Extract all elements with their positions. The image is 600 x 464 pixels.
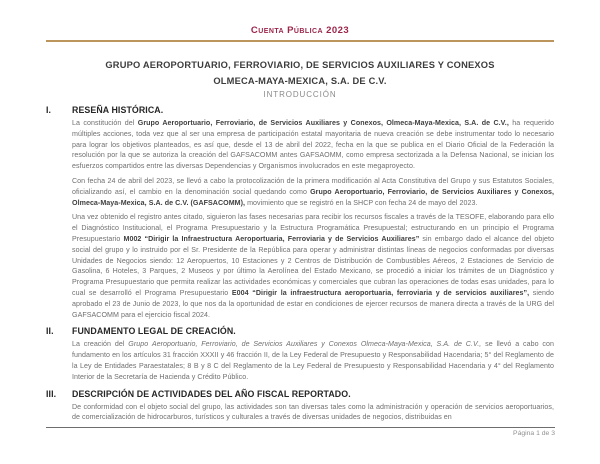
section-title: RESEÑA HISTÓRICA.: [72, 105, 164, 115]
section: [46, 326, 554, 382]
text-run: siendo aprobado el 23 de Junio de 2023, lo que nos da la oportunidad de estar en condiciones de ejercer recursos de manera directa a través de la URG del GAFSACOMM para el ejercicio fiscal 2024.: [72, 288, 554, 319]
section-number: I.: [46, 105, 52, 115]
section-number: II.: [46, 326, 54, 337]
text-run: se llevó a cabo con fundamento en los artículos 31 fracción XXXII y 46 fracción II, de la Ley Federal de Presupuesto y Responsabilidad Hacendaria; 5° del Reglamento de la Ley de Entidades Paraestatales; 8 B y 8 C del Reglamento de la Ley Federal de Presupuesto y Responsabilidad Hacendaria y 4° del Reglamento Interior de la Secretaría de Hacienda y Crédito Público.: [72, 340, 554, 381]
section: [46, 105, 554, 320]
paragraph: [72, 339, 554, 382]
text-run: Grupo Aeroportuario, Ferroviario, de Servicios Auxiliares y Conexos, Olmeca-Maya-Mexica, S.A. de C.V.,: [137, 119, 509, 127]
text-run: movimiento que se registró en la SHCP con fecha 24 de mayo del 2023.: [245, 198, 478, 207]
paragraph: [72, 212, 554, 320]
section-number: III.: [46, 388, 57, 399]
page-number: Página 1 de 3: [513, 430, 555, 437]
paragraph: [72, 402, 554, 424]
section-title: FUNDAMENTO LEGAL DE CREACIÓN.: [72, 326, 236, 337]
text-run: La constitución del: [72, 119, 138, 127]
document-title-line2: OLMECA-MAYA-MEXICA, S.A. DE C.V.: [213, 76, 387, 86]
text-run: Grupo Aeroportuario, Ferroviario, de Servicios Auxiliares y Conexos, Olmeca-Maya-Mexica, S.A. de C.V. (GAFSACOMM),: [72, 187, 554, 207]
sections-container: [46, 105, 554, 423]
section: [46, 389, 554, 424]
text-run: M002 “Dirigir la Infraestructura Aeroportuaria, Ferroviaria y de Servicios Auxiliares”: [123, 234, 420, 243]
header-gold-rule: [46, 40, 554, 42]
section-heading: [46, 105, 554, 116]
document-title: [46, 57, 554, 89]
text-run: Grupo Aeroportuario, Ferroviario, de Servicios Auxiliares y Conexos Olmeca-Maya-Mexica, S.A. de C.V.,: [128, 340, 482, 349]
page-footer: [46, 427, 555, 437]
header-banner-title: Cuenta Pública 2023: [250, 25, 350, 36]
paragraph: [72, 176, 554, 208]
text-run: Una vez obtenido el registro antes citado, siguieron las fases necesarias para recibir los recursos fiscales a través de la TESOFE, elaborando para ello el Diagnóstico Institucional, el Programa Presupuestario y la Estructura Programática Presupuestal; estructurando en un principio el Programa Presupuestario: [72, 213, 554, 243]
document-subtitle: INTRODUCCIÓN: [263, 90, 337, 99]
text-run: E004 “Dirigir la infraestructura aeroportuaria, ferroviaria y de servicios auxiliares”,: [231, 288, 530, 297]
page-header: [46, 25, 554, 42]
document-title-line1: GRUPO AEROPORTUARIO, FERROVIARIO, DE SERVICIOS AUXILIARES Y CONEXOS: [105, 60, 495, 70]
section-heading: [46, 389, 554, 400]
text-run: ha requerido múltiples acciones, toda vez que al ser una empresa de participación estatal mayoritaria de nueva creación se debe instrumentar todo lo necesario para lograr los objetivos planteados, es así que, desde el 13 de abril del 2022, fecha en la que se publica en el Diario Oficial de la Federación la resolución por la que se autoriza la creación del GAFSACOMM antes GAFSAOMM, como empresa sectorizada a la Defensa Nacional, se inician los esfuerzos compartidos entre las diversas Dependencias y Organismos involucrados en este megaproyecto.: [72, 119, 554, 171]
text-run: De conformidad con el objeto social del grupo, las actividades son tan diversas tales como la administración y operación de servicios aeroportuarios, de comercialización de hidrocarburos, turísticos y culturales a través de diversas unidades de negocios, distribuidas en: [72, 402, 554, 422]
text-run: sin embargo dado el alcance del objeto social del grupo y lo instruido por el Sr. Presidente de la República para operar y administrar distintas líneas de negocios conformadas por diversas Unidades de Negocios siendo: 12 Aeropuertos, 10 Estaciones y 2 Centros de Distribución de Combustibles Aéreos, 2 Estaciones de Servicio de Gasolina, 6 Hoteles, 3 Parques, 2 Museos y por último la Aerolínea del Estado Mexicano, se procedió a iniciar los trámites de un Diagnóstico y Programa Presupuestario que permita realizar las actividades económicas y comerciales que cubran las operaciones de todas esas unidades, para lo cual se desarrolló el Programa Presupuestario: [72, 234, 555, 297]
paragraph: [72, 118, 554, 172]
text-run: La creación del: [72, 340, 129, 349]
section-title: DESCRIPCIÓN DE ACTIVIDADES DEL AÑO FISCAL REPORTADO.: [72, 388, 351, 399]
section-heading: [46, 326, 554, 337]
text-run: Con fecha 24 de abril del 2023, se llevó a cabo la protocolización de la primera modificación al Acta Constitutiva del Grupo y sus Estatutos Sociales, oficializando así, el cambio en la denominación social quedando como: [72, 176, 554, 196]
